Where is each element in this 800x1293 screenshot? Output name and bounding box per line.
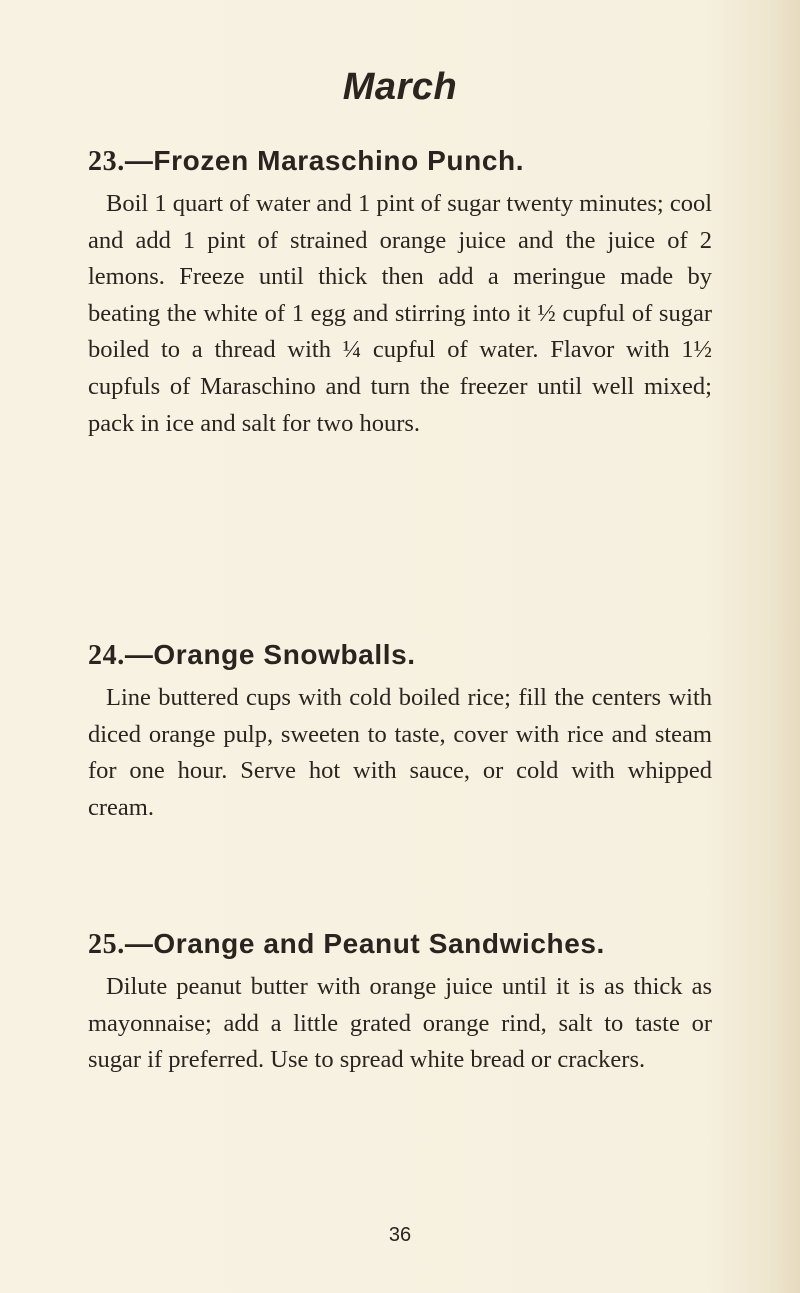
recipe-23 bbox=[88, 143, 712, 442]
recipe-title-text: —Frozen Maraschino Punch. bbox=[124, 145, 525, 176]
recipe-number: 24. bbox=[88, 640, 125, 671]
recipe-25 bbox=[88, 926, 712, 1079]
recipe-number: 23. bbox=[88, 146, 125, 177]
running-head: March bbox=[342, 66, 458, 108]
recipe-title bbox=[88, 143, 712, 180]
recipe-title bbox=[88, 926, 712, 963]
recipe-body: Boil 1 quart of water and 1 pint of sugar twenty minutes; cool and add 1 pint of strained orange juice and the juice of 2 lemons. Freeze until thick then add a meringue made by beating the white of 1 egg and stirring into it ½ cupful of sugar boiled to a thread with ¼ cupful of water. Flavor with 1½ cupfuls of Maraschino and turn the freezer until well mixed; pack in ice and salt for two hours. bbox=[88, 190, 712, 437]
recipe-title-text: —Orange Snowballs. bbox=[124, 639, 416, 670]
recipe-title bbox=[88, 637, 712, 674]
recipe-number: 25. bbox=[88, 929, 125, 960]
recipe-title-text: —Orange and Peanut Sandwiches. bbox=[124, 928, 605, 959]
recipe-body: Dilute peanut butter with orange juice until it is as thick as mayonnaise; add a little grated orange rind, salt to taste or sugar if preferred. Use to spread white bread or crackers. bbox=[88, 973, 712, 1074]
recipe-24 bbox=[88, 637, 712, 826]
recipe-body: Line buttered cups with cold boiled rice; fill the centers with diced orange pulp, sweeten to taste, cover with rice and steam for one hour. Serve hot with sauce, or cold with whipped cream. bbox=[88, 684, 712, 821]
page-number: 36 bbox=[388, 1224, 412, 1246]
